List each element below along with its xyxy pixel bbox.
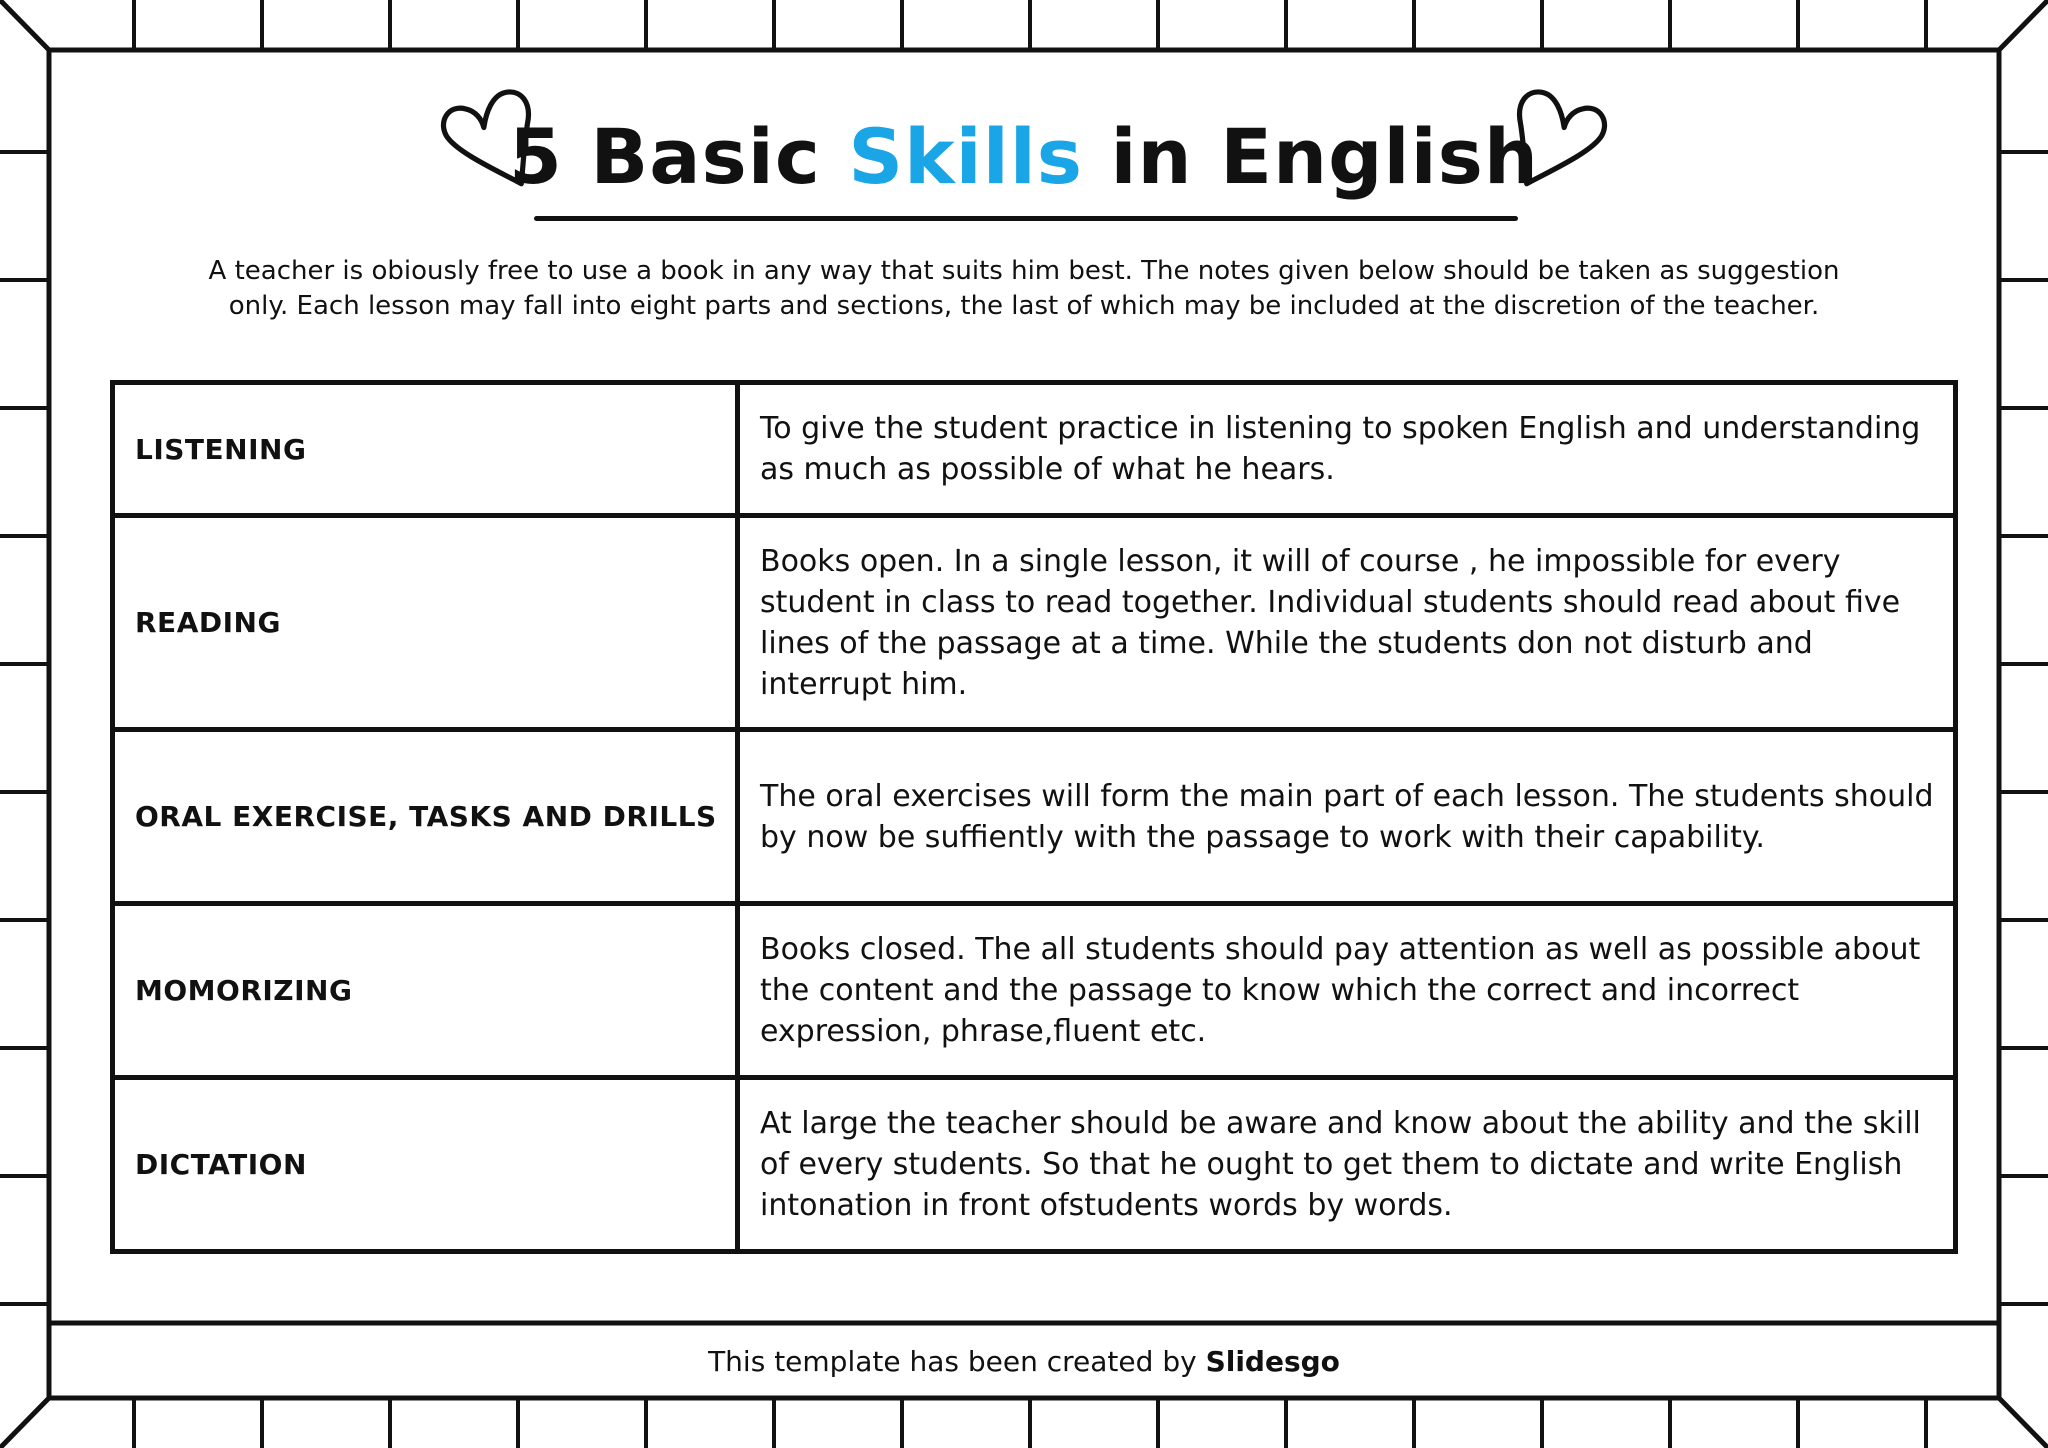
skill-description: Books closed. The all students should pay attention as well as possible about the content and the passage to know which the correct and incorrect expression, phrase,fluent etc.: [738, 904, 1956, 1078]
skill-name: DICTATION: [113, 1078, 738, 1252]
skill-description: At large the teacher should be aware and know about the ability and the skill of every students. So that he ought to get them to dictate and write English intonation in front ofstudents words by words.: [738, 1078, 1956, 1252]
skill-name: MOMORIZING: [113, 904, 738, 1078]
intro-paragraph: A teacher is obiously free to use a book in any way that suits him best. The notes given below should be taken as suggestion only. Each lesson may fall into eight parts and sections, the last of which may be included at the discretion of the teacher.: [208, 256, 1840, 321]
skills-table: [110, 380, 1958, 1254]
table-row: [113, 1078, 1956, 1252]
title-highlight: Skills: [848, 112, 1084, 201]
footer-brand[interactable]: Slidesgo: [1205, 1345, 1340, 1378]
skill-name: READING: [113, 516, 738, 730]
table-row: [113, 730, 1956, 904]
skill-description: Books open. In a single lesson, it will of course , he impossible for every student in class to read together. Individual students should read about five lines of the passage at a time. While the students don not disturb and interrupt him.: [738, 516, 1956, 730]
table-row: [113, 516, 1956, 730]
skill-name: LISTENING: [113, 383, 738, 516]
title-prefix: 5 Basic: [509, 112, 821, 201]
title-suffix: in English: [1110, 112, 1539, 201]
skill-description: The oral exercises will form the main part of each lesson. The students should by now be suffiently with the passage to work with their capability.: [738, 730, 1956, 904]
title-underline: [534, 216, 1518, 221]
table-row: [113, 904, 1956, 1078]
page-title: [0, 98, 2048, 216]
skill-description: To give the student practice in listening to spoken English and understanding as much as possible of what he hears.: [738, 383, 1956, 516]
footer-credit: [0, 1340, 2048, 1384]
footer-text: This template has been created by: [708, 1345, 1197, 1378]
skill-name: ORAL EXERCISE, TASKS AND DRILLS: [113, 730, 738, 904]
table-row: [113, 383, 1956, 516]
